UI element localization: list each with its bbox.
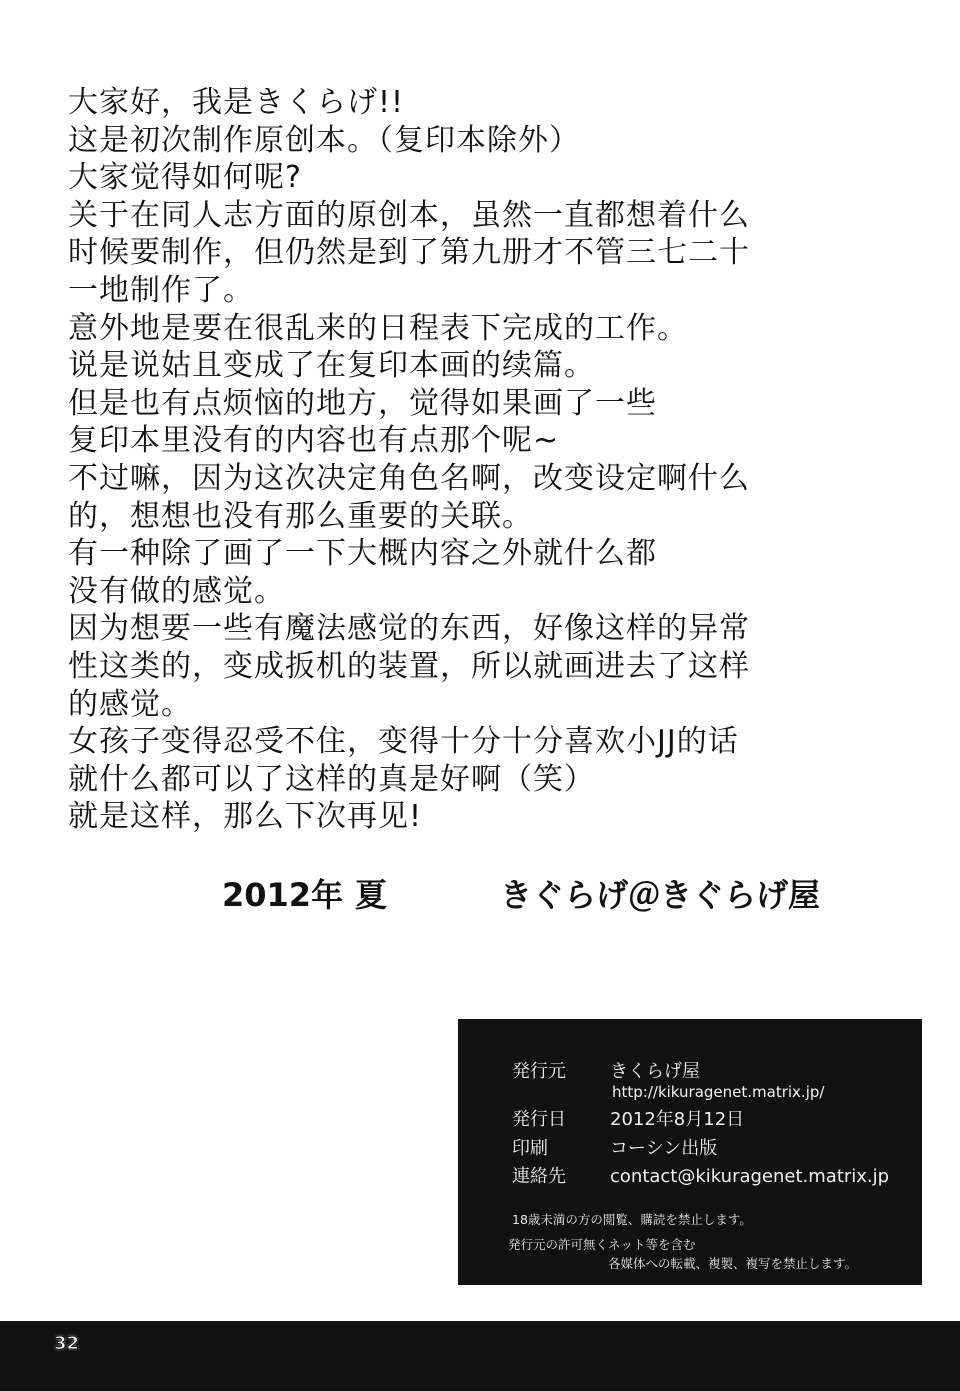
- signature-season: 夏: [355, 876, 388, 914]
- colophon-date-row: [512, 1105, 744, 1131]
- afterword-line: 不过嘛，因为这次决定角色名啊，改变设定啊什么: [68, 460, 750, 496]
- afterword-line: 关于在同人志方面的原创本，虽然一直都想着什么: [68, 197, 750, 233]
- afterword-line: 但是也有点烦恼的地方，觉得如果画了一些: [68, 385, 657, 421]
- page-footer-bar: [0, 1321, 960, 1391]
- signature: [0, 870, 960, 916]
- afterword-line: 一地制作了。: [68, 272, 254, 308]
- afterword-line: 复印本里没有的内容也有点那个呢~: [68, 423, 560, 459]
- afterword-line: 有一种除了画了一下大概内容之外就什么都: [68, 536, 657, 572]
- page-number: 32: [54, 1333, 80, 1354]
- contact-label: 連絡先: [512, 1166, 566, 1187]
- reproduction-notice-line-2: 各媒体への転載、複製、複写を禁止します。: [608, 1256, 858, 1271]
- publisher-value: きくらげ屋: [610, 1061, 700, 1082]
- colophon-publisher-row: [512, 1057, 700, 1083]
- afterword-line: 性这类的，变成扳机的装置，所以就画进去了这样: [68, 648, 750, 684]
- afterword-line: 的感觉。: [68, 686, 192, 722]
- date-label: 発行日: [512, 1109, 566, 1130]
- date-value: 2012年8月12日: [610, 1109, 745, 1130]
- afterword-line: 因为想要一些有魔法感觉的东西，好像这样的异常: [68, 611, 750, 647]
- afterword-line: 这是初次制作原创本。（复印本除外）: [68, 122, 580, 158]
- contact-value: contact@kikuragenet.matrix.jp: [610, 1166, 890, 1187]
- afterword-line: 的，想想也没有那么重要的关联。: [68, 498, 533, 534]
- afterword-line: 女孩子变得忍受不住，变得十分十分喜欢小JJ的话: [68, 724, 739, 760]
- afterword-line: 说是说姑且变成了在复印本画的续篇。: [68, 348, 595, 384]
- afterword-line: 时候要制作，但仍然是到了第九册才不管三七二十: [68, 235, 750, 271]
- signature-author: きぐらげ＠きぐらげ屋: [500, 876, 821, 914]
- signature-date: 2012年: [222, 876, 344, 914]
- print-label: 印刷: [512, 1138, 548, 1159]
- afterword-line: 意外地是要在很乱来的日程表下完成的工作。: [68, 310, 688, 346]
- afterword-text: [68, 84, 908, 836]
- publisher-label: 発行元: [512, 1061, 566, 1082]
- colophon-print-row: [512, 1134, 717, 1160]
- age-restriction-notice: 18歳未満の方の閲覧、購読を禁止します。: [512, 1212, 752, 1227]
- afterword-line: 没有做的感觉。: [68, 573, 285, 609]
- print-value: コーシン出版: [610, 1138, 718, 1159]
- afterword-line: 就是这样，那么下次再见!: [68, 799, 423, 835]
- afterword-line: 大家觉得如何呢?: [68, 160, 302, 196]
- afterword-line: 大家好，我是きくらげ!!: [68, 85, 405, 120]
- reproduction-notice-line-1: 発行元の許可無くネット等を含む: [508, 1237, 696, 1252]
- colophon-contact-row: [512, 1162, 889, 1188]
- colophon-box: [458, 1019, 922, 1285]
- publisher-url: http://kikuragenet.matrix.jp/: [612, 1083, 825, 1101]
- afterword-line: 就什么都可以了这样的真是好啊（笑）: [68, 761, 595, 797]
